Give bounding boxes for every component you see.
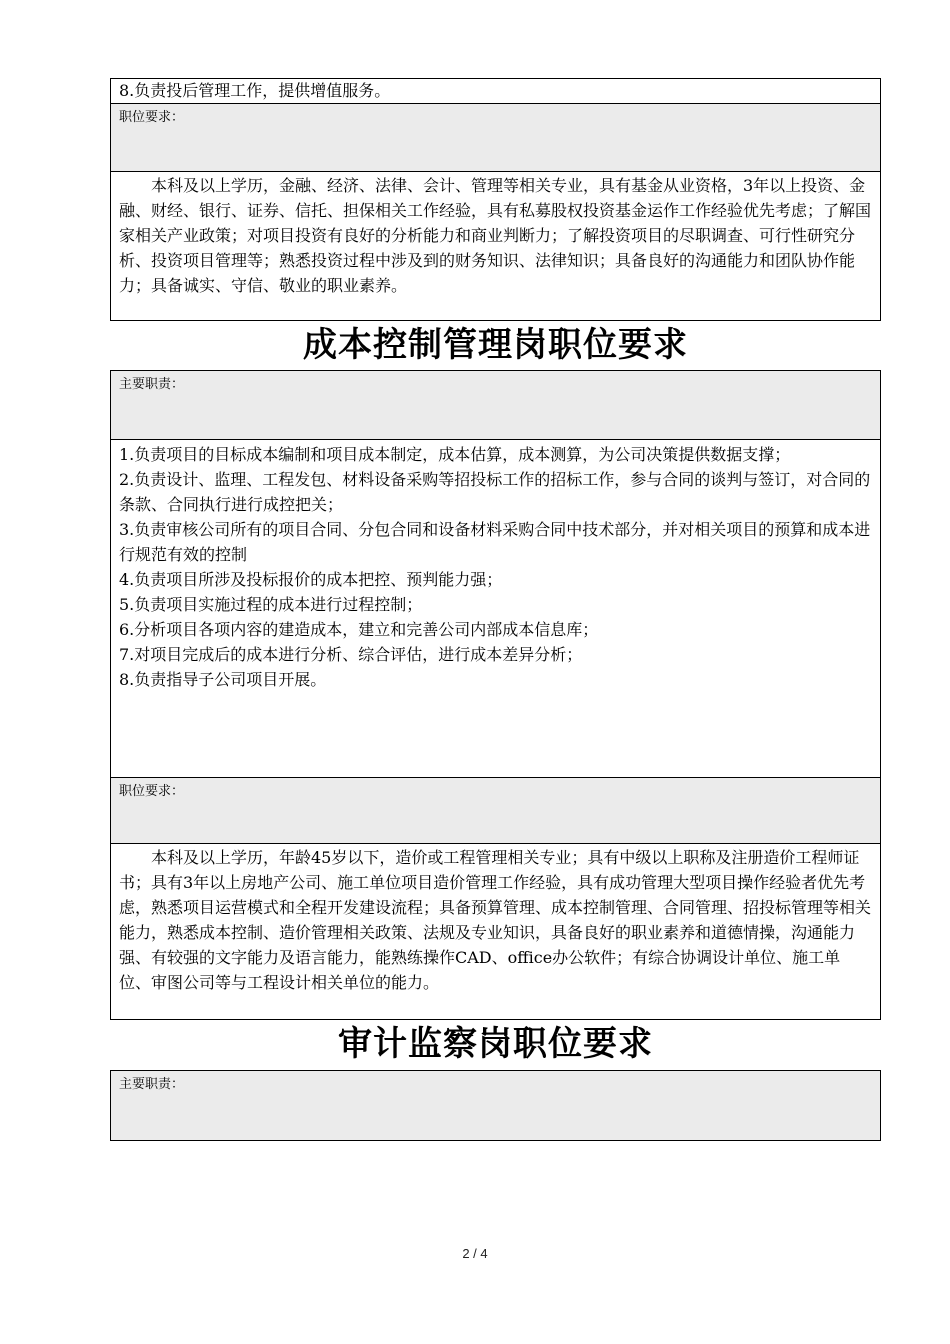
- duty-item: 3.负责审核公司所有的项目合同、分包合同和设备材料采购合同中技术部分，并对相关项目的预算和成本进行规范有效的控制: [119, 520, 871, 564]
- cost-control-table: [110, 370, 881, 1020]
- duty-item: 7.对项目完成后的成本进行分析、综合评估，进行成本差异分析；: [119, 645, 583, 664]
- duties-label: [111, 371, 880, 440]
- duty-item: 8.负责指导子公司项目开展。: [119, 670, 327, 689]
- duties-label: [111, 1071, 880, 1140]
- requirements-paragraph: 本科及以上学历，年龄45岁以下，造价或工程管理相关专业；具有中级以上职称及注册造价工程师证书；具有3年以上房地产公司、施工单位项目造价管理工作经验，具有成功管理大型项目操作经验者优先考虑，熟悉项目运营模式和全程开发建设流程；具备预算管理、成本控制管理、合同管理、招投标管理等相关能力，熟悉成本控制、造价管理相关政策、法规及专业知识，具备良好的职业素养和道德情操，沟通能力强、有较强的文字能力及语言能力，能熟练操作CAD、office办公软件；有综合协调设计单位、施工单位、审图公司等与工程设计相关单位的能力。: [119, 848, 872, 992]
- page-number: 2 / 4: [462, 1246, 488, 1261]
- requirements-text: [111, 172, 880, 298]
- requirements-label: [111, 778, 880, 844]
- requirements-label-text: 职位要求：: [119, 110, 185, 125]
- requirements-text: [111, 844, 880, 995]
- requirements-label: [111, 104, 880, 172]
- duty-item: 4.负责项目所涉及投标报价的成本把控、预判能力强；: [119, 570, 503, 589]
- audit-title: 审计监察岗职位要求: [338, 1024, 653, 1064]
- duty-item: 5.负责项目实施过程的成本进行过程控制；: [119, 595, 423, 614]
- cost-control-title: 成本控制管理岗职位要求: [303, 325, 688, 365]
- investment-table: [110, 78, 881, 321]
- duty-item: 1.负责项目的目标成本编制和项目成本制定，成本估算，成本测算，为公司决策提供数据支撑；: [119, 445, 791, 464]
- duty-item-8: 8.负责投后管理工作，提供增值服务。: [111, 79, 880, 104]
- requirements-paragraph: 本科及以上学历，金融、经济、法律、会计、管理等相关专业，具有基金从业资格，3年以上投资、金融、财经、银行、证券、信托、担保相关工作经验，具有私募股权投资基金运作工作经验优先考虑；了解国家相关产业政策；对项目投资有良好的分析能力和商业判断力；了解投资项目的尽职调查、可行性研究分析、投资项目管理等；熟悉投资过程中涉及到的财务知识、法律知识；具备良好的沟通能力和团队协作能力；具备诚实、守信、敬业的职业素养。: [119, 176, 872, 295]
- audit-table: [110, 1070, 881, 1141]
- requirements-label-text: 职位要求：: [119, 784, 185, 799]
- duties-label-text: 主要职责：: [119, 1077, 185, 1092]
- duties-label-text: 主要职责：: [119, 377, 185, 392]
- duties-list: [111, 440, 880, 778]
- duty-item: 2.负责设计、监理、工程发包、材料设备采购等招投标工作的招标工作，参与合同的谈判与签订，对合同的条款、合同执行进行成控把关；: [119, 470, 871, 514]
- duty-item: 6.分析项目各项内容的建造成本，建立和完善公司内部成本信息库；: [119, 620, 599, 639]
